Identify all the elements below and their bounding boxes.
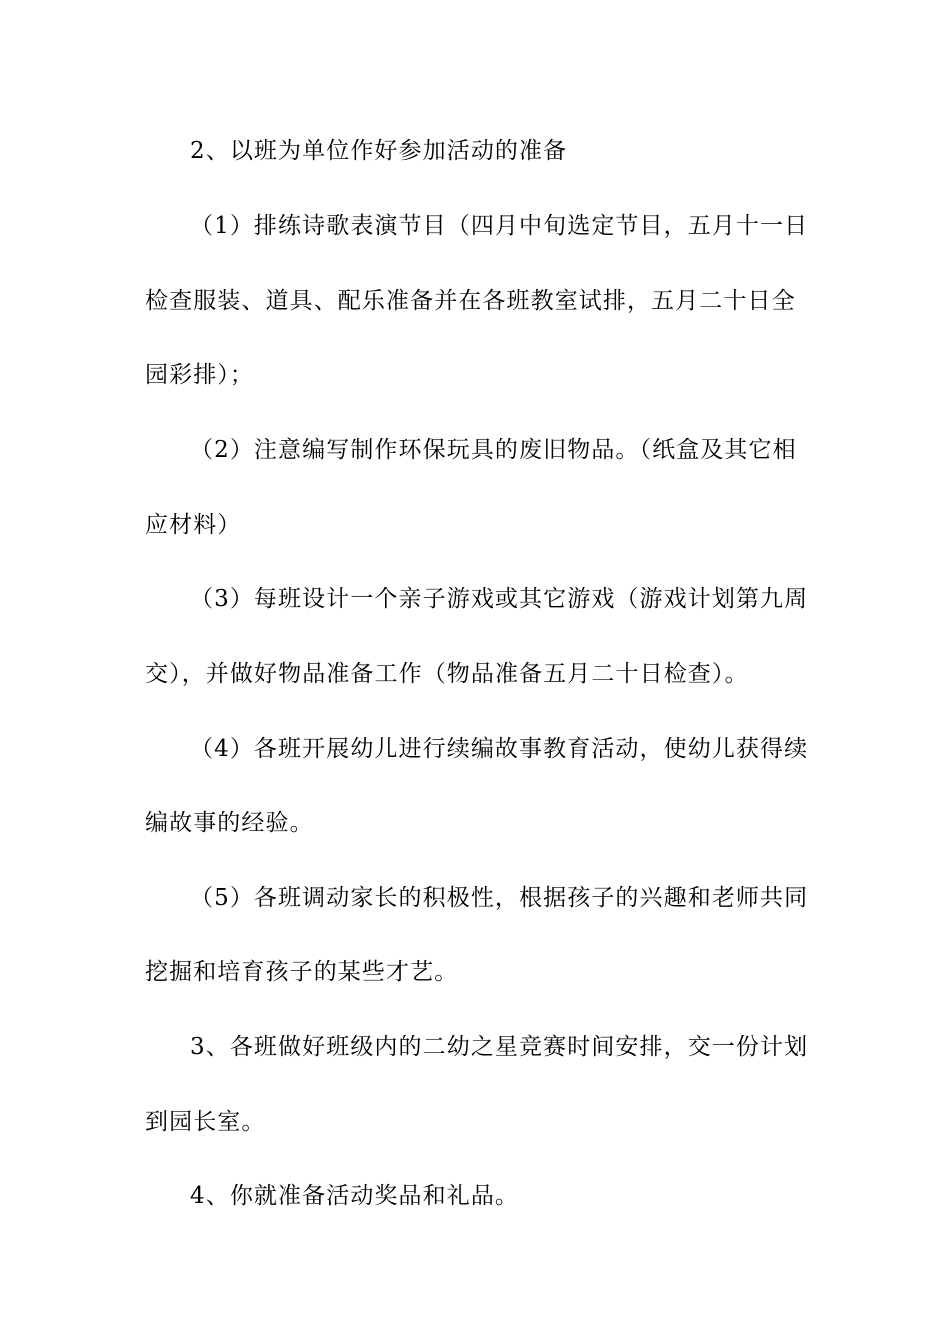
- paragraph-line: 3、各班做好班级内的二幼之星竞赛时间安排，交一份计划: [190, 1034, 809, 1060]
- paragraph-line: 应材料）: [145, 512, 242, 538]
- paragraph-line: 交），并做好物品准备工作（物品准备五月二十日检查）。: [145, 661, 749, 687]
- paragraph-line: 2、以班为单位作好参加活动的准备: [190, 138, 568, 164]
- paragraph-line: （5）各班调动家长的积极性，根据孩子的兴趣和老师共同: [190, 885, 809, 911]
- paragraph-line: 到园长室。: [145, 1109, 266, 1135]
- paragraph-line: （1）排练诗歌表演节目（四月中旬选定节目，五月十一日: [190, 213, 809, 239]
- paragraph-line: 园彩排）；: [145, 362, 254, 388]
- paragraph-line: 检查服装、道具、配乐准备并在各班教室试排，五月二十日全: [145, 288, 796, 314]
- paragraph-line: （4）各班开展幼儿进行续编故事教育活动，使幼儿获得续: [190, 736, 809, 762]
- paragraph-line: （2）注意编写制作环保玩具的废旧物品。（纸盒及其它相: [190, 437, 797, 463]
- paragraph-line: 编故事的经验。: [145, 810, 314, 836]
- paragraph-line: 4、你就准备活动奖品和礼品。: [190, 1183, 520, 1209]
- paragraph-line: （3）每班设计一个亲子游戏或其它游戏（游戏计划第九周: [190, 586, 809, 612]
- paragraph-line: 挖掘和培育孩子的某些才艺。: [145, 959, 459, 985]
